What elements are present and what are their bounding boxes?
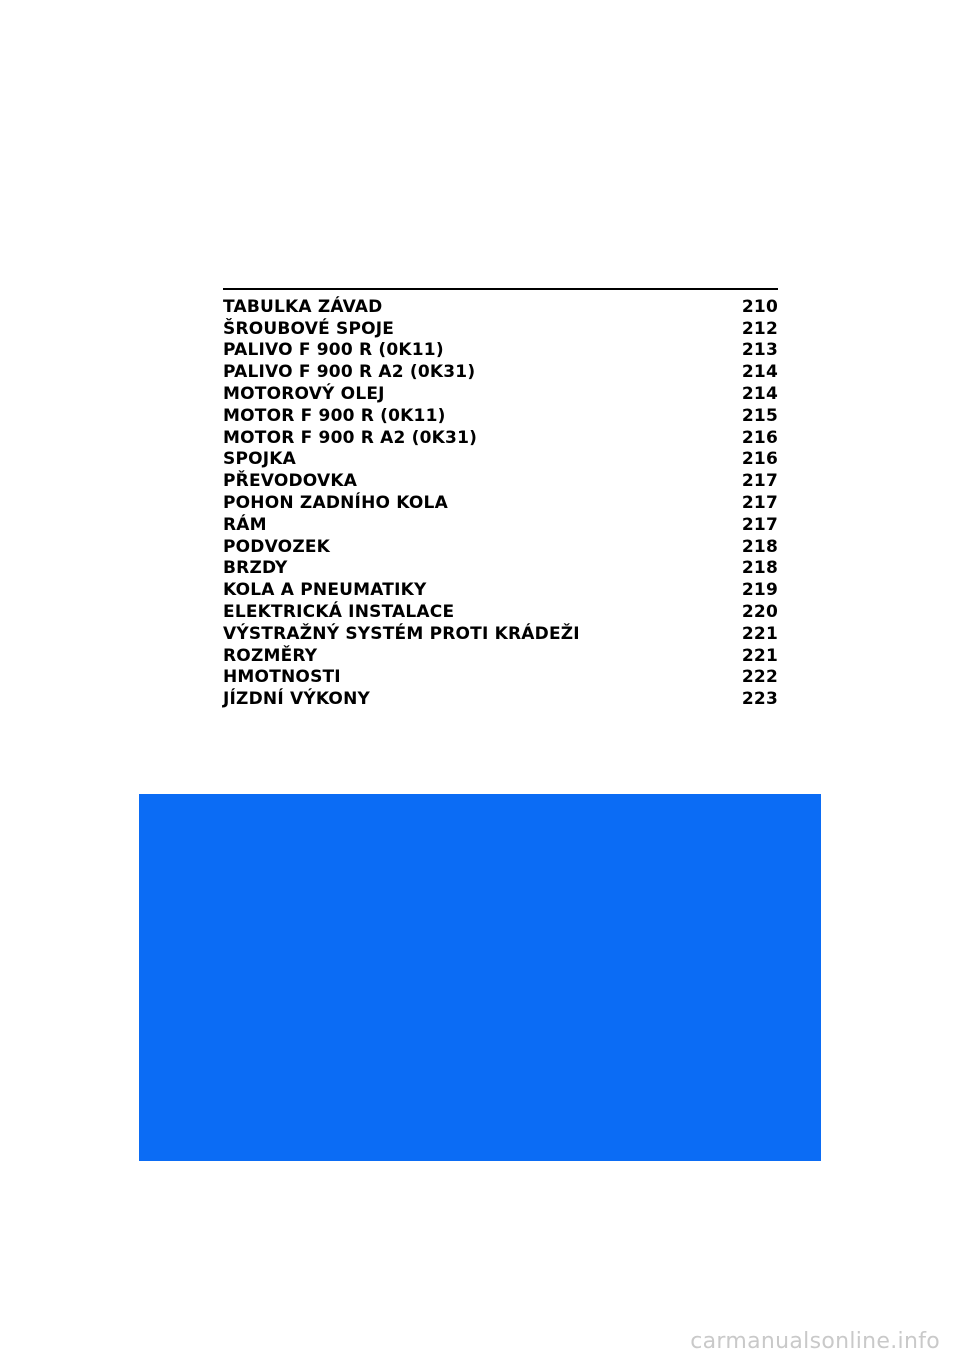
toc-entry-page: 213 <box>741 340 778 361</box>
toc-entry-title: PODVOZEK <box>223 536 331 557</box>
toc-entry-page: 217 <box>741 471 778 492</box>
toc-entry-page: 221 <box>741 645 778 666</box>
toc-entry-title: MOTOR F 900 R A2 (0K31) <box>223 427 478 448</box>
blue-panel <box>139 794 821 1161</box>
toc-entry[interactable] <box>223 340 778 362</box>
toc-entry-page: 210 <box>741 296 778 317</box>
toc-entry[interactable] <box>223 601 778 623</box>
toc-entry-title: ŠROUBOVÉ SPOJE <box>223 318 395 339</box>
watermark: carmanualsonline.info <box>690 1329 940 1354</box>
toc-entry[interactable] <box>223 492 778 514</box>
toc-entry[interactable] <box>223 667 778 689</box>
toc-entry[interactable] <box>223 296 778 318</box>
toc-entry-page: 215 <box>741 405 778 426</box>
toc-entry[interactable] <box>223 470 778 492</box>
toc-entry[interactable] <box>223 318 778 340</box>
toc-entry[interactable] <box>223 449 778 471</box>
toc-entry-page: 216 <box>741 449 778 470</box>
table-of-contents <box>223 288 778 710</box>
toc-entry-title: VÝSTRAŽNÝ SYSTÉM PROTI KRÁDEŽI <box>223 623 580 644</box>
toc-entry-title: SPOJKA <box>223 449 297 470</box>
toc-entry-title: TABULKA ZÁVAD <box>223 296 383 317</box>
toc-entry[interactable] <box>223 383 778 405</box>
toc-entry[interactable] <box>223 405 778 427</box>
toc-entry-title: MOTOR F 900 R (0K11) <box>223 405 446 426</box>
toc-entry-title: MOTOROVÝ OLEJ <box>223 384 385 405</box>
toc-entry-title: KOLA A PNEUMATIKY <box>223 580 427 601</box>
toc-entry-page: 214 <box>741 362 778 383</box>
toc-entry[interactable] <box>223 427 778 449</box>
toc-entry-title: HMOTNOSTI <box>223 667 341 688</box>
toc-entry[interactable] <box>223 536 778 558</box>
toc-entry-page: 212 <box>741 318 778 339</box>
toc-entry-page: 217 <box>741 493 778 514</box>
toc-entry-page: 218 <box>741 558 778 579</box>
toc-entry-title: ROZMĚRY <box>223 645 318 666</box>
toc-entry-title: PALIVO F 900 R (0K11) <box>223 340 444 361</box>
toc-entry-title: ELEKTRICKÁ INSTALACE <box>223 602 455 623</box>
toc-entry-page: 222 <box>741 667 778 688</box>
toc-entry-page: 221 <box>741 623 778 644</box>
toc-entry-title: PŘEVODOVKA <box>223 471 358 492</box>
toc-entry[interactable] <box>223 361 778 383</box>
toc-entry-page: 217 <box>741 514 778 535</box>
toc-entry-title: RÁM <box>223 514 267 535</box>
toc-entry[interactable] <box>223 688 778 710</box>
toc-entry[interactable] <box>223 645 778 667</box>
toc-entry-title: PALIVO F 900 R A2 (0K31) <box>223 362 476 383</box>
toc-entry-page: 220 <box>741 602 778 623</box>
toc-entry-title: POHON ZADNÍHO KOLA <box>223 493 448 514</box>
toc-entry[interactable] <box>223 514 778 536</box>
toc-entry-title: JÍZDNÍ VÝKONY <box>223 689 371 710</box>
toc-entry[interactable] <box>223 558 778 580</box>
toc-entry-title: BRZDY <box>223 558 288 579</box>
toc-entry-page: 219 <box>741 580 778 601</box>
toc-entry-page: 216 <box>741 427 778 448</box>
toc-entry[interactable] <box>223 623 778 645</box>
toc-entry[interactable] <box>223 579 778 601</box>
toc-entry-page: 218 <box>741 536 778 557</box>
toc-entry-page: 223 <box>741 689 778 710</box>
toc-entry-page: 214 <box>741 384 778 405</box>
